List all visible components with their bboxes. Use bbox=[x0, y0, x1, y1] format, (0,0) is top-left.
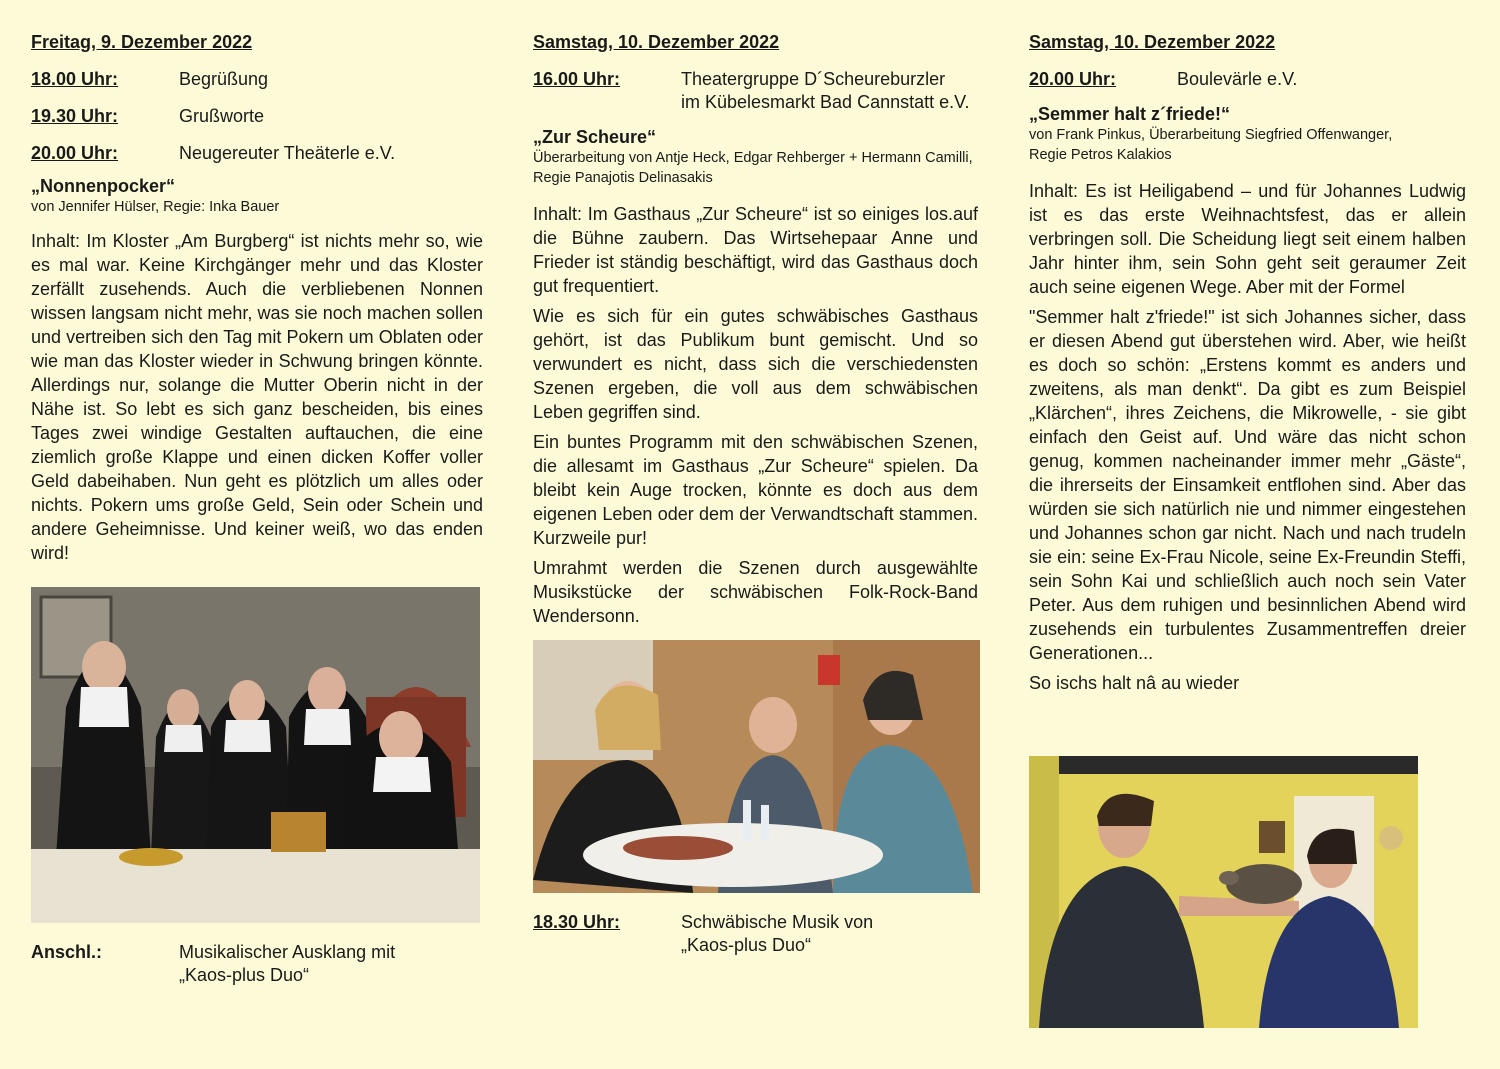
play-description: Inhalt: Es ist Heiligabend – und für Johannes Ludwig ist es das erste Weihnachtsfest, das er allein verbringen soll. Die Scheidung liegt seit einem halben Jahr hinter ihm, sein Sohn geht seit geraumer Zeit auch seine eigenen Wege. Aber mit der Formel bbox=[1029, 181, 1466, 297]
tavern-stage-photo bbox=[533, 640, 980, 893]
schedule-time: 19.30 Uhr: bbox=[31, 106, 119, 126]
schedule-text-line: Theatergruppe D´Scheureburzler bbox=[681, 69, 946, 89]
schedule-text: Boulevärle e.V. bbox=[1177, 69, 1298, 89]
schedule-text: Begrüßung bbox=[179, 69, 269, 89]
play-description: Umrahmt werden die Szenen durch ausgewählte Musikstücke der schwäbischen Folk-Rock-Band Wendersonn. bbox=[533, 558, 978, 626]
play-credit-line: von Frank Pinkus, Überarbeitung Siegfried Offenwanger, bbox=[1029, 127, 1393, 143]
column-friday bbox=[31, 30, 483, 571]
date-heading: Samstag, 10. Dezember 2022 bbox=[533, 32, 780, 52]
closing-time: Anschl.: bbox=[31, 942, 103, 962]
column-saturday-afternoon bbox=[533, 30, 978, 634]
play-credit bbox=[1029, 125, 1466, 165]
play-title: „Zur Scheure“ bbox=[533, 127, 657, 147]
music-text-line: „Kaos-plus Duo“ bbox=[681, 935, 812, 955]
schedule-row bbox=[31, 68, 483, 91]
play-description: "Semmer halt z'friede!" ist sich Johannes sicher, dass er diesen Abend gut überstehen wird. Aber, wie heißt es doch so schön: „Erstens kommt es anders und zweitens, als man denkt“. Da gibt es zum Beispiel „Klärchen“, ihres Zeichens, die Mikrowelle, - sie gibt einfach den Geist auf. Und wäre das nicht schon genug, kommen nacheinander immer mehr „Gäste“, die ihrerseits der Einsamkeit entflohen sind. Aber das würden sie sich natürlich nie und nimmer eingestehen und Johannes schon gar nicht. Nach und nach trudeln sie ein: seine Ex-Frau Nicole, seine Ex-Freundin Steffi, sein Sohn Kai und schließlich auch noch sein Vater Peter. Aus dem ruhigen und besinnlichen Abend wird zusehends ein turbulentes Zusammentreffen dreier Generationen... bbox=[1029, 307, 1466, 663]
music-time: 18.30 Uhr: bbox=[533, 912, 621, 932]
closing-text-line: Musikalischer Ausklang mit bbox=[179, 942, 396, 962]
closing-row bbox=[31, 941, 483, 987]
play-description: Inhalt: Im Kloster „Am Burgberg“ ist nichts mehr so, wie es mal war. Keine Kirchgänger mehr und das Kloster zerfällt zusehends. Auch die verbliebenen Nonnen wissen langsam nicht mehr, was sie noch machen sollen und vertreiben sich den Tag mit Pokern um Oblaten oder wie man das Kloster wieder in Schwung bringen könnte. Allerdings nur, solange die Mutter Oberin nicht in der Nähe ist. So lebt es sich ganz bescheiden, bis eines Tages zwei windige Gestalten auftauchen, die eine ziemlich große Klappe und einen dicken Koffer voller Geld dabeihaben. Nun geht es plötzlich um alles oder nichts. Pokern ums große Geld, Sein oder Schein und andere Geheimnisse. Und keiner weiß, wo das enden wird! bbox=[31, 231, 483, 563]
play-description: Wie es sich für ein gutes schwäbisches Gasthaus gehört, ist das Publikum bunt gemischt. Und so verwundert es nicht, dass sich die verschiedensten Szenen ergeben, die voll aus dem schwäbischen Leben gegriffen sind. bbox=[533, 306, 978, 422]
column-saturday-evening bbox=[1029, 30, 1466, 701]
play-description: So ischs halt nâ au wieder bbox=[1029, 673, 1240, 693]
date-heading: Samstag, 10. Dezember 2022 bbox=[1029, 32, 1276, 52]
tortoise-stage-photo bbox=[1029, 756, 1418, 1028]
play-credit-line: Regie Petros Kalakios bbox=[1029, 147, 1172, 163]
closing-text bbox=[179, 941, 483, 987]
nuns-stage-photo bbox=[31, 587, 480, 923]
date-heading: Freitag, 9. Dezember 2022 bbox=[31, 32, 253, 52]
play-credit: Überarbeitung von Antje Heck, Edgar Rehberger + Hermann Camilli, Regie Panajotis Delinasakis bbox=[533, 150, 973, 186]
schedule-time: 18.00 Uhr: bbox=[31, 69, 119, 89]
schedule-text: Neugereuter Theäterle e.V. bbox=[179, 143, 396, 163]
schedule-text-line: im Kübelesmarkt Bad Cannstatt e.V. bbox=[681, 92, 970, 112]
play-title: „Semmer halt z´friede!“ bbox=[1029, 104, 1231, 124]
music-text bbox=[681, 911, 978, 957]
music-text-line: Schwäbische Musik von bbox=[681, 912, 874, 932]
schedule-time: 20.00 Uhr: bbox=[31, 143, 119, 163]
schedule-time: 16.00 Uhr: bbox=[533, 69, 621, 89]
schedule-row bbox=[533, 68, 978, 114]
schedule-row bbox=[1029, 68, 1466, 91]
play-description: Inhalt: Im Gasthaus „Zur Scheure“ ist so einiges los.auf die Bühne zaubern. Das Wirtsehepaar Anne und Frieder ist ständig beschäftigt, wird das Gasthaus doch gut frequentiert. bbox=[533, 204, 978, 296]
play-title: „Nonnenpocker“ bbox=[31, 176, 176, 196]
play-description: Ein buntes Programm mit den schwäbischen Szenen, die allesamt im Gasthaus „Zur Scheure“ spielen. Da bleibt kein Auge trocken, könnte es doch aus dem eigenen Leben oder dem der Verwandtschaft stammen. Kurzweile pur! bbox=[533, 432, 978, 548]
schedule-row bbox=[31, 105, 483, 128]
schedule-text: Grußworte bbox=[179, 106, 265, 126]
schedule-text bbox=[681, 68, 978, 114]
schedule-row bbox=[31, 142, 483, 165]
closing-text-line: „Kaos-plus Duo“ bbox=[179, 965, 310, 985]
music-row bbox=[533, 911, 978, 957]
schedule-time: 20.00 Uhr: bbox=[1029, 69, 1117, 89]
play-credit: von Jennifer Hülser, Regie: Inka Bauer bbox=[31, 199, 280, 215]
